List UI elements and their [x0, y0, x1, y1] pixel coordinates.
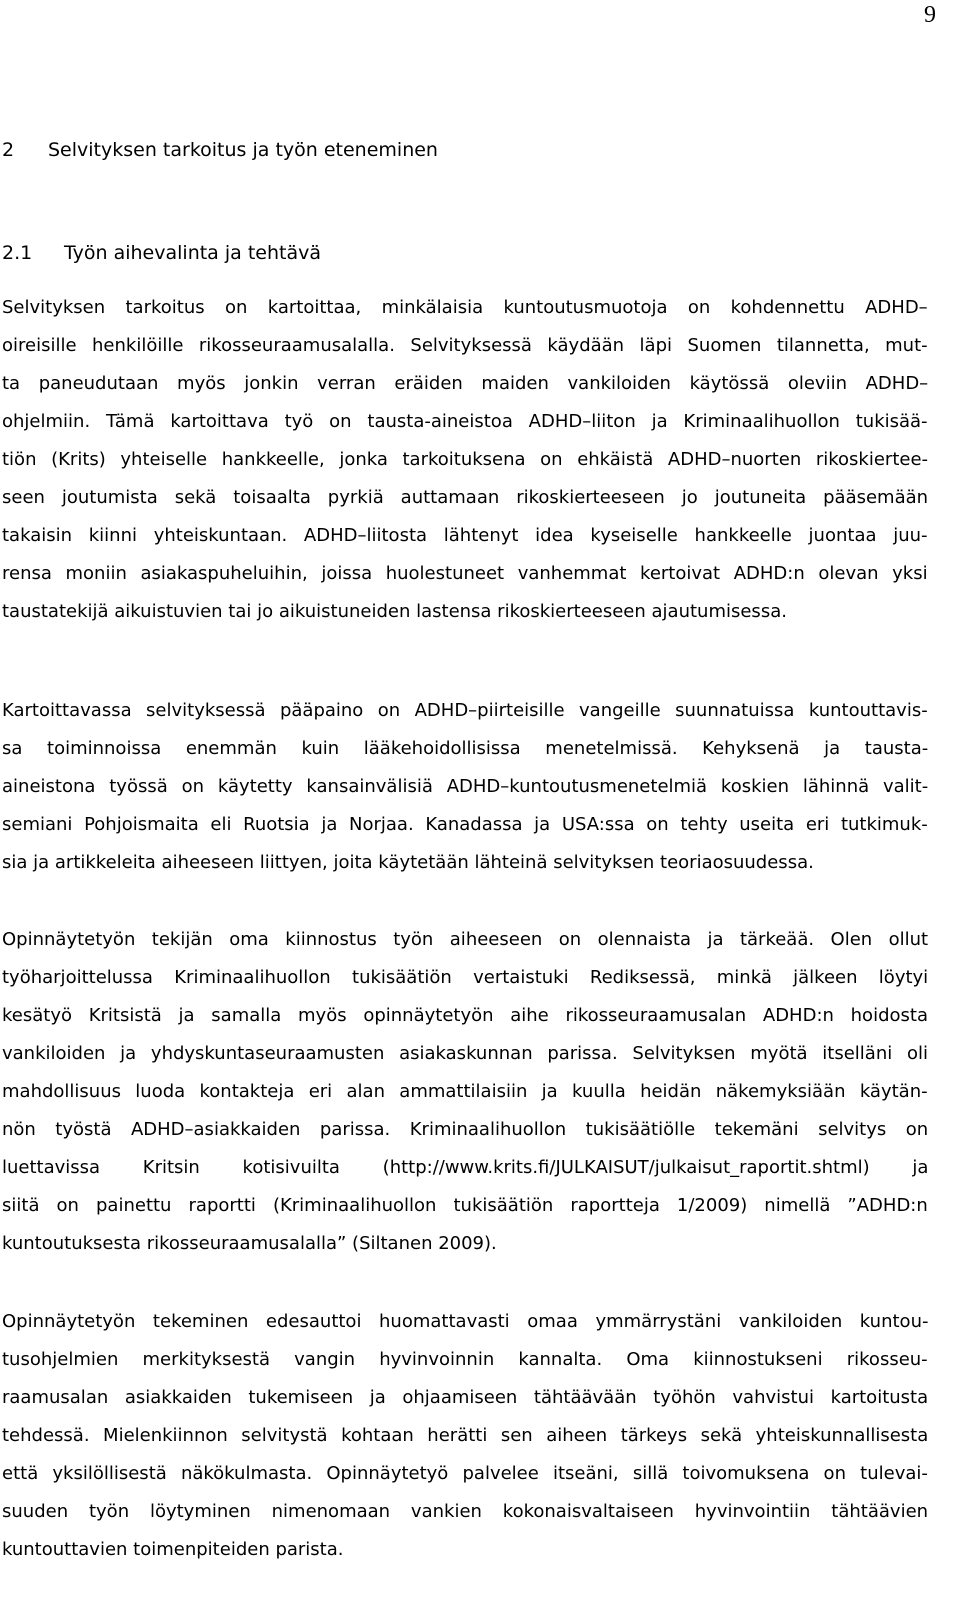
text-line: Kartoittavassa selvityksessä pääpaino on ADHD–piirteisille vangeille suunnatuissa kuntouttavis-: [2, 700, 928, 721]
section-heading: [2, 138, 438, 162]
section-title: Selvityksen tarkoitus ja työn eteneminen: [48, 139, 438, 161]
text-line: seen joutumista sekä toisaalta pyrkiä auttamaan rikoskierteeseen jo joutuneita pääsemään: [2, 487, 929, 508]
section-number: 2: [2, 139, 15, 161]
text-line: luettavissa Kritsin kotisivuilta (http://www.krits.fi/JULKAISUT/julkaisut_raportit.shtml) ja: [2, 1157, 929, 1178]
page-number: 9: [924, 2, 936, 28]
subsection-number: 2.1: [2, 242, 33, 264]
text-line: siitä on painettu raportti (Kriminaalihuollon tukisäätiön raportteja 1/2009) nimellä ”ADHD:n: [2, 1195, 928, 1216]
text-line: oireisille henkilöille rikosseuraamusalalla. Selvityksessä käydään läpi Suomen tilannetta, mut-: [2, 335, 928, 356]
text-line: vankiloiden ja yhdyskuntaseuraamusten asiakaskunnan parissa. Selvityksen myötä itselläni oli: [2, 1043, 928, 1064]
paragraph-2: [2, 692, 928, 882]
subsection-heading: [2, 241, 321, 265]
text-line: tehdessä. Mielenkiinnon selvitystä kohtaan herätti sen aiheen tärkeys sekä yhteiskunnallisesta: [2, 1425, 929, 1446]
text-line: mahdollisuus luoda kontakteja eri alan ammattilaisiin ja kuulla heidän näkemyksiään käytän-: [2, 1081, 928, 1102]
text-line: takaisin kiinni yhteiskuntaan. ADHD–liitosta lähtenyt idea kyseiselle hankkeelle juontaa juu-: [2, 525, 928, 546]
text-line: sa toiminnoissa enemmän kuin lääkehoidollisissa menetelmissä. Kehyksenä ja tausta-: [2, 738, 929, 759]
text-line: Opinnäytetyön tekeminen edesauttoi huomattavasti omaa ymmärrystäni vankiloiden kuntou-: [2, 1311, 929, 1332]
text-line: ohjelmiin. Tämä kartoittava työ on tausta-aineistoa ADHD–liiton ja Kriminaalihuollon tukisää-: [2, 411, 928, 432]
text-line: sia ja artikkeleita aiheeseen liittyen, joita käytetään lähteinä selvityksen teoriaosuudessa.: [2, 852, 814, 873]
text-line: nön työstä ADHD–asiakkaiden parissa. Kriminaalihuollon tukisäätiölle tekemäni selvitys on: [2, 1119, 929, 1140]
text-line: tiön (Krits) yhteiselle hankkeelle, jonka tarkoituksena on ehkäistä ADHD–nuorten rikoskiertee-: [2, 449, 929, 470]
text-line: kuntoutuksesta rikosseuraamusalalla” (Siltanen 2009).: [2, 1233, 497, 1254]
text-line: että yksilöllisestä näkökulmasta. Opinnäytetyö palvelee itseäni, sillä toivomuksena on tulevai-: [2, 1463, 928, 1484]
subsection-title: Työn aihevalinta ja tehtävä: [64, 242, 321, 264]
text-line: tusohjelmien merkityksestä vangin hyvinvoinnin kannalta. Oma kiinnostukseni rikosseu-: [2, 1349, 928, 1370]
text-line: taustatekijä aikuistuvien tai jo aikuistuneiden lastensa rikoskierteeseen ajautumisessa.: [2, 601, 787, 622]
text-line: aineistona työssä on käytetty kansainvälisiä ADHD–kuntoutusmenetelmiä koskien lähinnä valit-: [2, 776, 929, 797]
text-line: kesätyö Kritsistä ja samalla myös opinnäytetyön aihe rikosseuraamusalan ADHD:n hoidosta: [2, 1005, 928, 1026]
text-line: suuden työn löytyminen nimenomaan vankien kokonaisvaltaiseen hyvinvointiin tähtäävien: [2, 1501, 929, 1522]
text-line: kuntouttavien toimenpiteiden parista.: [2, 1539, 344, 1560]
text-line: Opinnäytetyön tekijän oma kiinnostus työn aiheeseen on olennaista ja tärkeää. Olen ollut: [2, 929, 929, 950]
text-line: rensa moniin asiakaspuheluihin, joissa huolestuneet vanhemmat kertoivat ADHD:n olevan yksi: [2, 563, 928, 584]
text-line: Selvityksen tarkoitus on kartoittaa, minkälaisia kuntoutusmuotoja on kohdennettu ADHD–: [2, 297, 928, 318]
text-line: semiani Pohjoismaita eli Ruotsia ja Norjaa. Kanadassa ja USA:ssa on tehty useita eri tutkimuk-: [2, 814, 928, 835]
text-line: työharjoittelussa Kriminaalihuollon tukisäätiön vertaistuki Rediksessä, minkä jälkeen löytyi: [2, 967, 929, 988]
paragraph-4: [2, 1303, 928, 1569]
paragraph-3: [2, 921, 928, 1263]
paragraph-1: [2, 289, 928, 631]
text-line: ta paneudutaan myös jonkin verran eräiden maiden vankiloiden käytössä oleviin ADHD–: [2, 373, 929, 394]
text-line: raamusalan asiakkaiden tukemiseen ja ohjaamiseen tähtäävään työhön vahvistui kartoitusta: [2, 1387, 929, 1408]
